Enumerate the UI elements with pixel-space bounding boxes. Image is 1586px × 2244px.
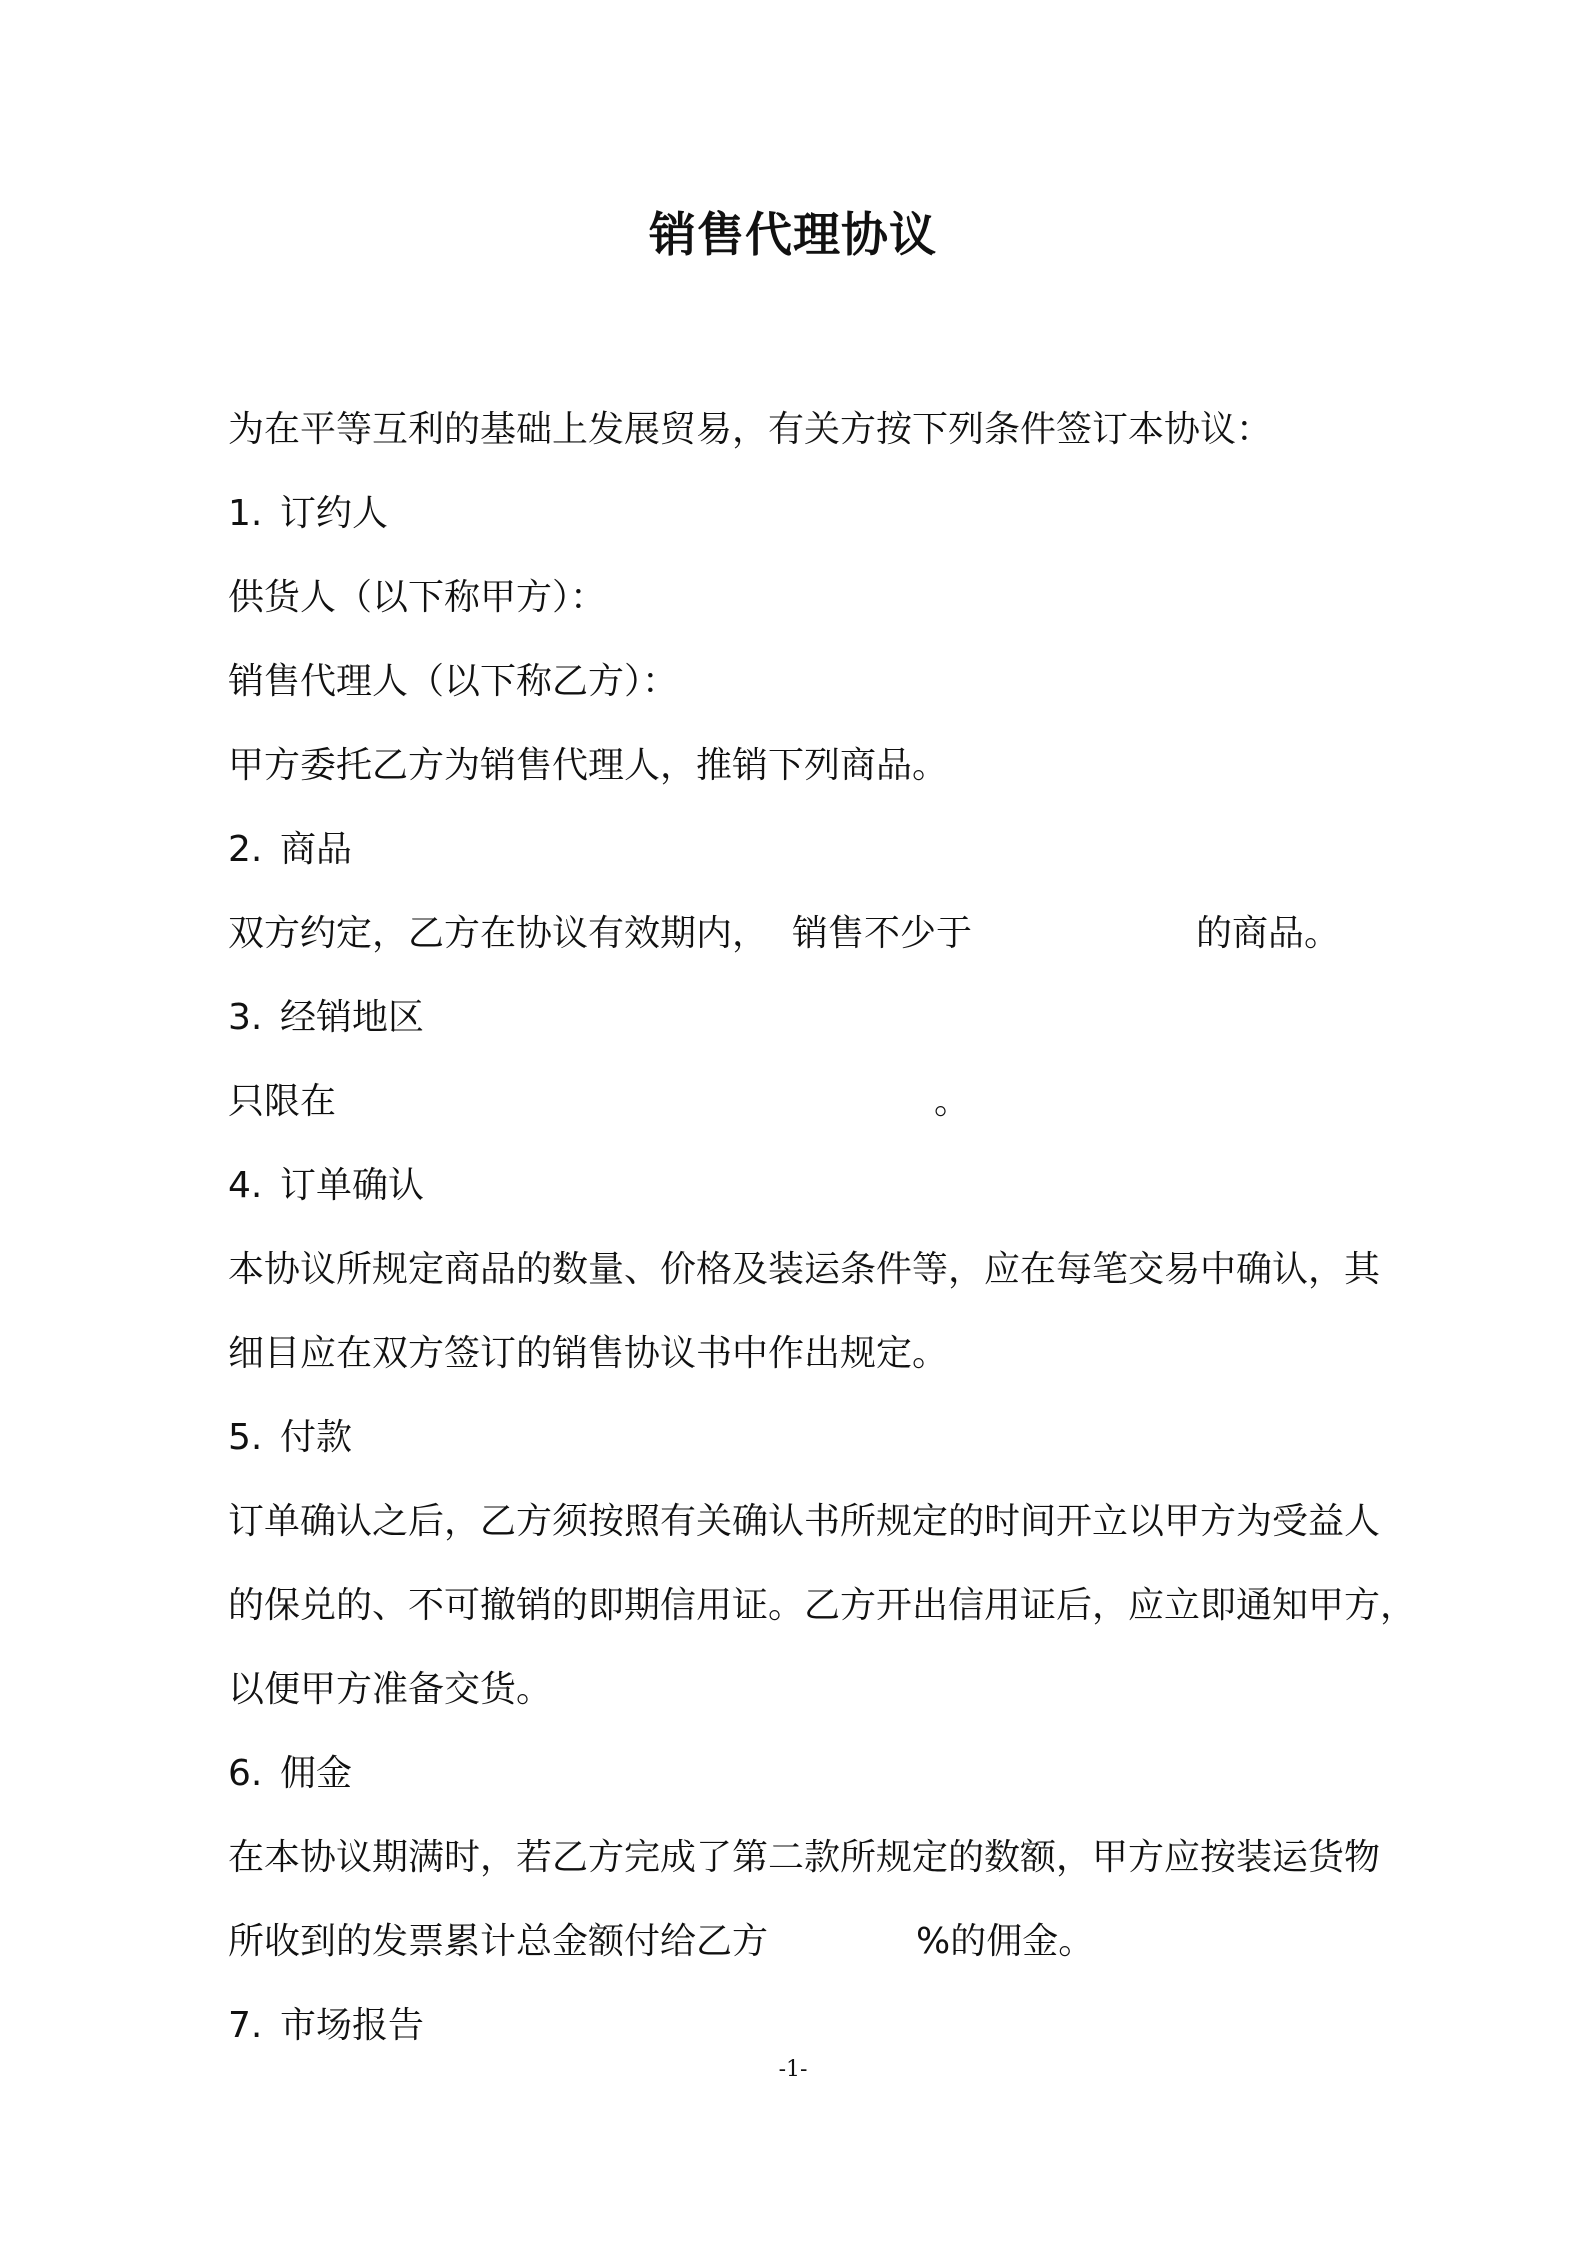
section-3-heading	[228, 996, 424, 1040]
payment-line-2: 的保兑的、不可撤销的即期信用证。乙方开出信用证后，应立即通知甲方，	[228, 1585, 1417, 1626]
section-number: 6.	[228, 1753, 263, 1794]
section-title: 付款	[280, 1417, 353, 1458]
section-title: 订单确认	[280, 1165, 425, 1206]
section-number: 7.	[228, 2005, 263, 2046]
commission-text-a: 所收到的发票累计总金额付给乙方	[228, 1921, 769, 1962]
section-title: 经销地区	[280, 997, 425, 1038]
commodity-text-a: 双方约定，乙方在协议有效期内，	[228, 913, 769, 954]
section-5-heading	[228, 1416, 352, 1460]
section-number: 4.	[228, 1165, 263, 1206]
section-title: 佣金	[280, 1753, 353, 1794]
section-1-heading	[228, 492, 388, 536]
section-2-heading	[228, 828, 352, 872]
section-7-heading	[228, 2004, 424, 2048]
commodity-text-c: 的商品。	[1196, 913, 1341, 954]
payment-line-3: 以便甲方准备交货。	[228, 1669, 553, 1710]
order-confirm-line-1: 本协议所规定商品的数量、价格及装运条件等，应在每笔交易中确认，其	[228, 1249, 1381, 1290]
entrust-line: 甲方委托乙方为销售代理人，推销下列商品。	[228, 745, 949, 786]
territory-text-b: 。	[934, 1081, 971, 1122]
page-number: -1-	[778, 2057, 808, 2082]
intro-paragraph: 为在平等互利的基础上发展贸易，有关方按下列条件签订本协议：	[228, 409, 1273, 450]
commodity-clause	[228, 912, 1340, 956]
supplier-line: 供货人（以下称甲方）：	[228, 577, 607, 618]
section-4-heading	[228, 1164, 424, 1208]
section-number: 2.	[228, 829, 263, 870]
section-title: 市场报告	[280, 2005, 425, 2046]
commission-line-1: 在本协议期满时，若乙方完成了第二款所规定的数额，甲方应按装运货物	[228, 1837, 1381, 1878]
territory-clause	[228, 1080, 970, 1124]
territory-text-a: 只限在	[228, 1081, 337, 1122]
commission-text-b: %的佣金。	[916, 1921, 1095, 1962]
order-confirm-line-2: 细目应在双方签订的销售协议书中作出规定。	[228, 1333, 949, 1374]
commission-line-2	[228, 1920, 1094, 1964]
agent-line: 销售代理人（以下称乙方）：	[228, 661, 679, 702]
section-title: 订约人	[280, 493, 389, 534]
section-number: 5.	[228, 1417, 263, 1458]
section-6-heading	[228, 1752, 352, 1796]
commodity-text-b: 销售不少于	[792, 913, 973, 954]
section-number: 3.	[228, 997, 263, 1038]
payment-line-1: 订单确认之后，乙方须按照有关确认书所规定的时间开立以甲方为受益人	[228, 1501, 1381, 1542]
section-number: 1.	[228, 493, 263, 534]
document-title: 销售代理协议	[649, 208, 937, 263]
section-title: 商品	[280, 829, 353, 870]
